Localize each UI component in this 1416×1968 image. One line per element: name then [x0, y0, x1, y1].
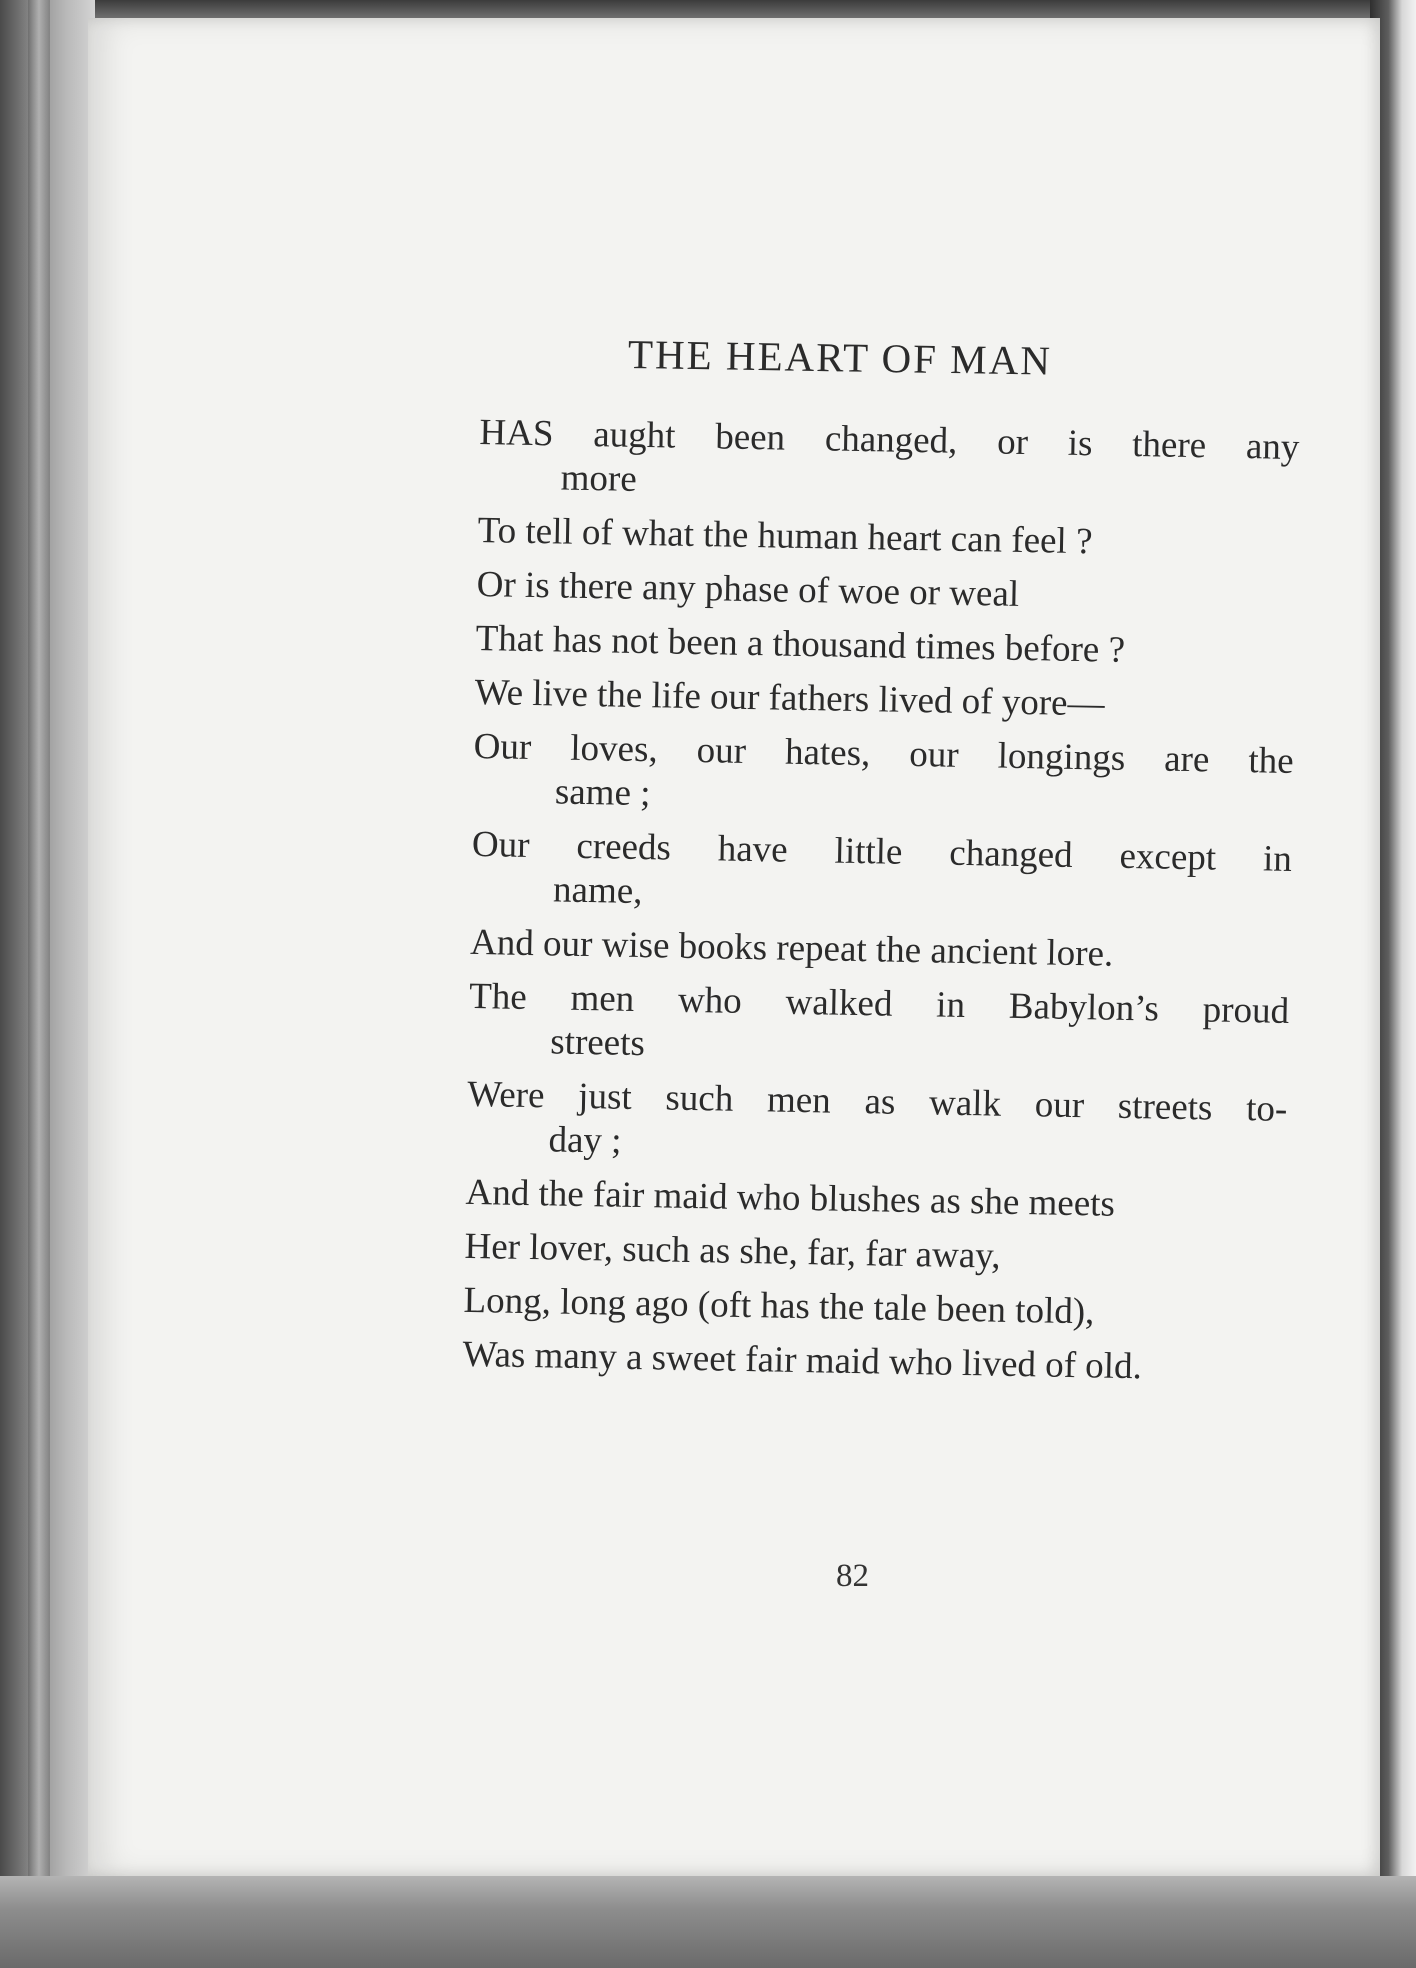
poem-line: We live the life our fathers lived of yore—	[474, 671, 1105, 725]
poem-line: Our creeds have little changed except in	[471, 823, 1293, 880]
book-page	[88, 18, 1380, 1876]
poem-line: Our loves, our hates, our longings are the	[473, 725, 1294, 782]
poem-line: And our wise books repeat the ancient lore.	[469, 921, 1114, 975]
poem-line: Her lover, such as she, far, far away,	[464, 1225, 1001, 1277]
poem-line: That has not been a thousand times before ?	[475, 617, 1126, 671]
poem-line: Or is there any phase of woe or weal	[476, 563, 1020, 615]
poem-line: Were just such men as walk our streets to-	[467, 1073, 1288, 1130]
poem-line-continuation: more	[560, 457, 638, 500]
poem-line-continuation: name,	[552, 869, 643, 913]
poem-line: To tell of what the human heart can feel ?	[477, 509, 1093, 563]
poem-line: The men who walked in Babylon’s proud	[468, 975, 1290, 1032]
poem-line-continuation: same ;	[554, 771, 651, 815]
poem-line: Long, long ago (oft has the tale been told),	[463, 1279, 1095, 1333]
page-fold-shadow	[28, 0, 50, 1968]
poem-body	[462, 406, 1300, 1397]
poem-line: And the fair maid who blushes as she meets	[465, 1171, 1116, 1225]
poem-line-continuation: streets	[549, 1021, 646, 1065]
poem-line: HAS aught been changed, or is there any	[479, 411, 1300, 469]
poem-title: THE HEART OF MAN	[627, 331, 1053, 384]
poem-line-continuation: day ;	[548, 1119, 622, 1162]
page-number: 82	[836, 1558, 869, 1594]
book-edge-bottom	[0, 1876, 1416, 1968]
poem-line: Was many a sweet fair maid who lived of old.	[462, 1333, 1143, 1388]
